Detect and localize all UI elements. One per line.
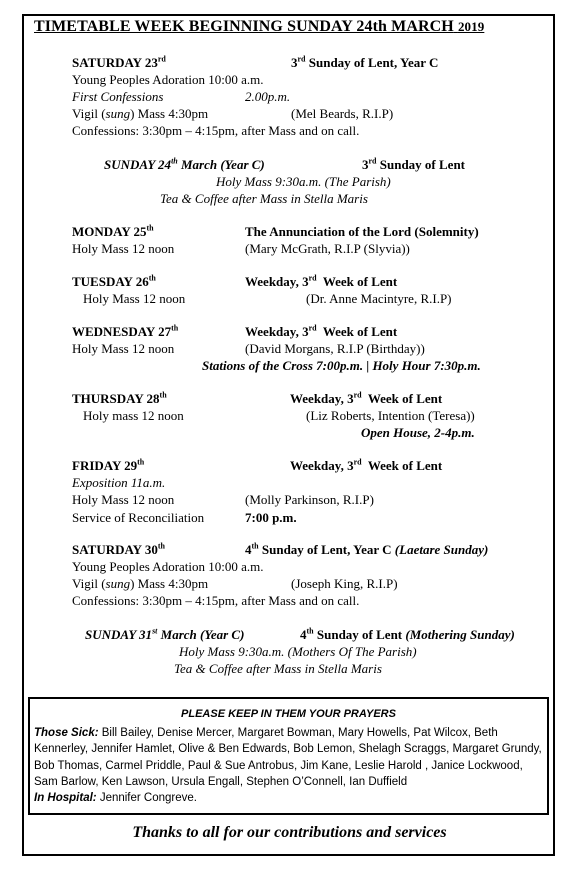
thu28-day: THURSDAY 28th: [72, 390, 167, 406]
sat23-feast: 3rd Sunday of Lent, Year C: [291, 54, 439, 70]
hospital-label: In Hospital:: [34, 792, 97, 805]
wed27-mass: Holy Mass 12 noon: [72, 341, 175, 356]
mon25-feast: The Annunciation of the Lord (Solemnity): [245, 224, 479, 239]
fri29-feast: Weekday, 3rd Week of Lent: [290, 457, 443, 473]
thu28-mass: Holy mass 12 noon: [83, 408, 184, 423]
sat30-day: SATURDAY 30th: [72, 541, 165, 557]
footer-thanks: Thanks to all for our contributions and services: [132, 824, 447, 841]
tue26-mass: Holy Mass 12 noon: [83, 291, 186, 306]
tue26-feast: Weekday, 3rd Week of Lent: [245, 273, 398, 289]
sun31-tea-coffee: Tea & Coffee after Mass in Stella Maris: [174, 661, 382, 676]
prayers-text: [34, 725, 544, 806]
fri29-intention: (Molly Parkinson, R.I.P): [245, 492, 374, 507]
sun24-feast: 3rd Sunday of Lent: [362, 156, 465, 172]
fri29-day: FRIDAY 29th: [72, 457, 145, 473]
wed27-stations: Stations of the Cross 7:00p.m. | Holy Hour 7:30p.m.: [202, 358, 481, 373]
sun31-mass: Holy Mass 9:30a.m. (Mothers Of The Parish): [179, 644, 417, 659]
hospital-names: Jennifer Congreve.: [96, 792, 197, 805]
wed27-intention: (David Morgans, R.I.P (Birthday)): [245, 341, 425, 356]
sun31-day: SUNDAY 31st March (Year C): [85, 626, 245, 642]
page-title: TIMETABLE WEEK BEGINNING SUNDAY 24th MARCH 2019: [34, 18, 485, 35]
thu28-open-house: Open House, 2-4p.m.: [361, 425, 475, 440]
sat23-adoration: Young Peoples Adoration 10:00 a.m.: [72, 72, 264, 87]
fri29-reconciliation: Service of Reconciliation: [72, 510, 205, 525]
sun31-feast: 4th Sunday of Lent (Mothering Sunday): [300, 626, 515, 642]
sat30-feast: 4th Sunday of Lent, Year C (Laetare Sunday): [245, 541, 489, 557]
sat23-vigil: Vigil (sung) Mass 4:30pm: [72, 106, 209, 121]
tue26-day: TUESDAY 26th: [72, 273, 156, 289]
mon25-mass: Holy Mass 12 noon: [72, 241, 175, 256]
fri29-mass: Holy Mass 12 noon: [72, 492, 175, 507]
sat30-intention: (Joseph King, R.I.P): [291, 576, 398, 591]
wed27-feast: Weekday, 3rd Week of Lent: [245, 323, 398, 339]
tue26-intention: (Dr. Anne Macintyre, R.I.P): [306, 291, 452, 306]
prayers-box: [28, 697, 549, 815]
sun24-day: SUNDAY 24th March (Year C): [104, 156, 265, 172]
sat23-intention: (Mel Beards, R.I.P): [291, 106, 394, 121]
sat23-first-confessions-time: 2.00p.m.: [245, 89, 291, 104]
sat30-adoration: Young Peoples Adoration 10:00 a.m.: [72, 559, 264, 574]
mon25-intention: (Mary McGrath, R.I.P (Slyvia)): [245, 241, 410, 256]
fri29-reconciliation-time: 7:00 p.m.: [245, 510, 297, 525]
sat30-confessions: Confessions: 3:30pm – 4:15pm, after Mass and on call.: [72, 593, 360, 608]
sat30-vigil: Vigil (sung) Mass 4:30pm: [72, 576, 209, 591]
sat23-day: SATURDAY 23rd: [72, 54, 166, 70]
wed27-day: WEDNESDAY 27th: [72, 323, 179, 339]
mon25-day: MONDAY 25th: [72, 223, 154, 239]
sat23-first-confessions: First Confessions: [72, 89, 164, 104]
prayers-heading: PLEASE KEEP IN THEM YOUR PRAYERS: [181, 708, 396, 720]
sick-label: Those Sick:: [34, 727, 99, 739]
sat23-confessions: Confessions: 3:30pm – 4:15pm, after Mass and on call.: [72, 123, 360, 138]
sun24-tea-coffee: Tea & Coffee after Mass in Stella Maris: [160, 191, 368, 206]
fri29-exposition: Exposition 11a.m.: [72, 475, 166, 490]
sick-names: Bill Bailey, Denise Mercer, Margaret Bowman, Mary Howells, Pat Wilcox, Beth Kennerley, Jennifer Hamlet, Olive & Ben Edwards, Bob Lemon, Shelagh Scraggs, Margaret Grundy, Bob Thomas, Carmel Priddle, Paul & Sue Antrobus, Jim Kane, Leslie Harold , Janice Lockwood, Sam Barlow, Ken Lawson, Ursula Engall, Stephen O’Connell, Ian Duffield: [34, 727, 542, 788]
sun24-mass: Holy Mass 9:30a.m. (The Parish): [216, 174, 391, 189]
thu28-feast: Weekday, 3rd Week of Lent: [290, 390, 443, 406]
thu28-intention: (Liz Roberts, Intention (Teresa)): [306, 408, 475, 423]
